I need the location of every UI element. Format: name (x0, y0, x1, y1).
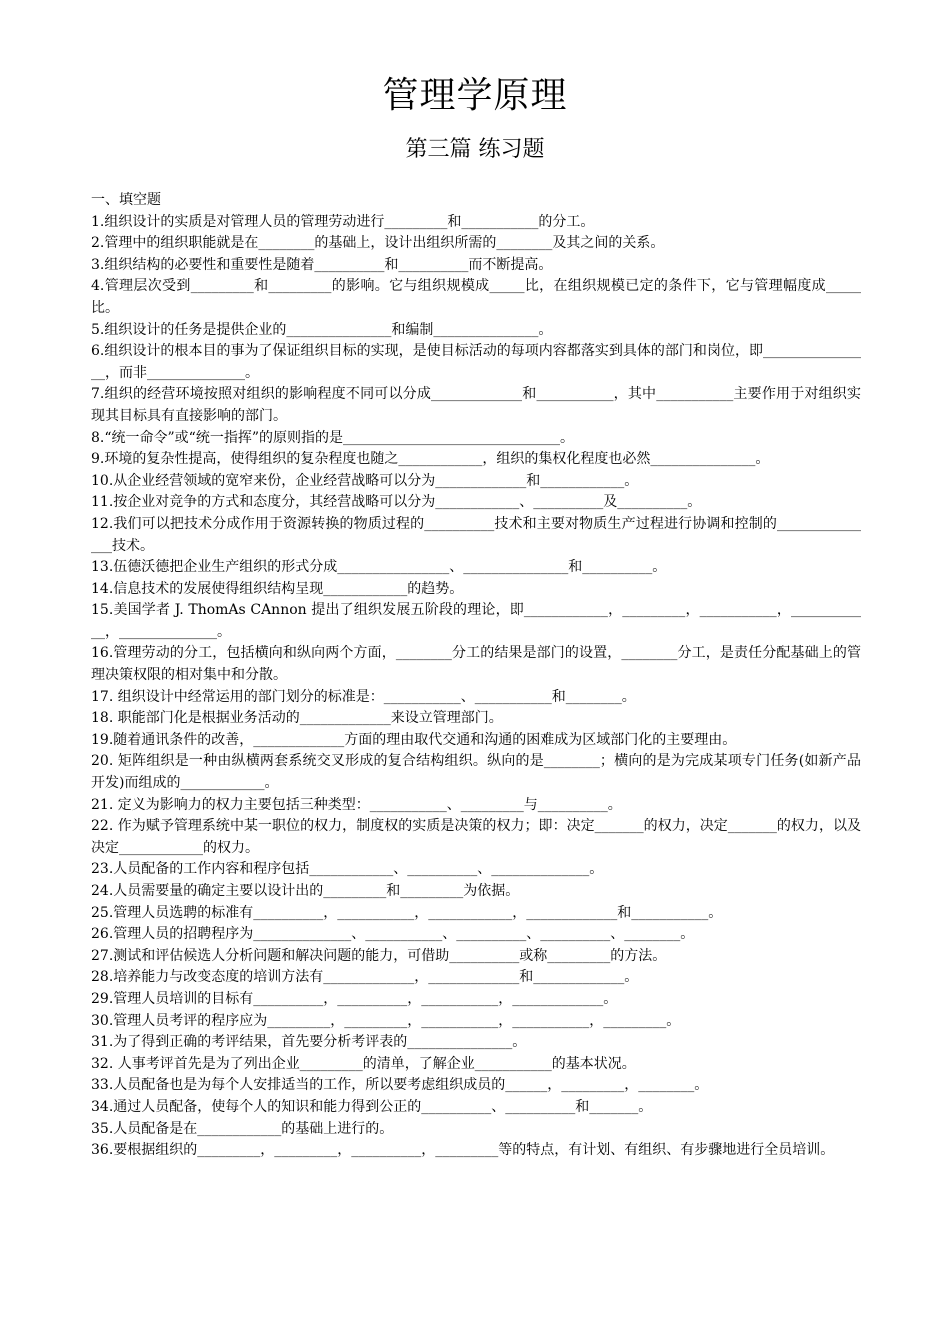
question-16: 16.管理劳动的分工，包括横向和纵向两个方面，________分工的结果是部门的设置，________分工，是责任分配基础上的管理决策权限的相对集中和分散。 (91, 645, 861, 684)
question-19: 19.随着通讯条件的改善，_____________方面的理由取代交通和沟通的困难成为区域部门化的主要理由。 (91, 731, 737, 748)
question-29: 29.管理人员培训的目标有__________，__________，___________，_____________。 (91, 990, 618, 1007)
question-4: 4.管理层次受到_________和_________的影响。它与组织规模成_____比，在组织规模已定的条件下，它与管理幅度成_____比。 (91, 278, 861, 316)
question-12: 12.我们可以把技术分成作用于资源转换的物质过程的__________技术和主要对物质生产过程进行协调和控制的_______________技术。 (91, 515, 861, 554)
question-20: 20. 矩阵组织是一种由纵横两套系统交叉形成的复合结构组织。纵向的是________；横向的是为完成某项专门任务(如新产品开发)而组成的____________。 (91, 753, 861, 792)
question-7: 7.组织的经营环境按照对组织的影响程度不同可以分成_____________和___________，其中___________主要作用于对组织实现其目标具有直接影响的部门。 (91, 386, 861, 424)
question-33: 33.人员配备也是为每个人安排适当的工作，所以要考虑组织成员的______，_________，________。 (91, 1077, 709, 1094)
question-28: 28.培养能力与改变态度的培训方法有_____________，_____________和_____________。 (91, 969, 639, 986)
question-31: 31.为了得到正确的考评结果，首先要分析考评表的_______________。 (91, 1034, 527, 1051)
question-6: 6.组织设计的根本目的事为了保证组织目标的实现，是使目标活动的每项内容都落实到具体的部门和岗位，即________________，而非______________。 (91, 343, 861, 381)
question-22: 22. 作为赋予管理系统中某一职位的权力，制度权的实质是决策的权力；即：决定_______的权力，决定_______的权力，以及决定____________的权力。 (91, 818, 861, 856)
question-10: 10.从企业经营领域的宽窄来份，企业经营战略可以分为_____________和____________。 (91, 472, 639, 489)
question-34: 34.通过人员配备，使每个人的知识和能力得到公正的__________、__________和_______。 (91, 1098, 653, 1115)
question-8: 8.“统一命令”或“统一指挥”的原则指的是_______________________________。 (91, 429, 574, 446)
question-27: 27.测试和评估候选人分析问题和解决问题的能力，可借助__________或称_________的方法。 (91, 947, 667, 964)
page-title: 管理学原理 (382, 75, 568, 116)
question-24: 24.人员需要量的确定主要以设计出的_________和_________为依据。 (91, 883, 520, 899)
exercise-body (91, 190, 861, 1162)
question-23: 23.人员配备的工作内容和程序包括____________、__________、______________。 (91, 861, 604, 878)
question-25: 25.管理人员选聘的标准有__________，___________，____________，_____________和___________。 (91, 904, 723, 921)
question-2: 2.管理中的组织职能就是在________的基础上，设计出组织所需的________及其之间的关系。 (91, 235, 665, 252)
page-subtitle: 第三篇 练习题 (405, 137, 545, 162)
question-13: 13.伍德沃德把企业生产组织的形式分成________________、_______________和__________。 (91, 559, 667, 576)
question-11: 11.按企业对竞争的方式和态度分，其经营战略可以分为____________、__________及__________。 (91, 494, 702, 511)
question-26: 26.管理人员的招聘程序为______________、___________、__________、__________、________。 (91, 926, 695, 943)
question-1: 1.组织设计的实质是对管理人员的管理劳动进行_________和___________的分工。 (91, 213, 595, 230)
question-17: 17. 组织设计中经常运用的部门划分的标准是：___________、___________和________。 (91, 688, 636, 705)
question-14: 14.信息技术的发展使得组织结构呈现____________的趋势。 (91, 580, 464, 597)
question-30: 30.管理人员考评的程序应为_________，_________，___________，___________，_________。 (91, 1012, 681, 1029)
question-15: 15.美国学者 J. ThomAs CAnnon 提出了组织发展五阶段的理论，即____________，_________，___________，____________，______________。 (91, 602, 861, 640)
question-5: 5.组织设计的任务是提供企业的_______________和编制_______________。 (91, 321, 553, 338)
question-3: 3.组织结构的必要性和重要性是随着__________和__________而不断提高。 (91, 256, 553, 273)
question-9: 9.环境的复杂性提高，使得组织的复杂程度也随之____________，组织的集权化程度也必然_______________。 (91, 451, 770, 468)
section-heading: 一、填空题 (91, 192, 161, 208)
question-36: 36.要根据组织的_________，_________，__________，_________等的特点，有计划、有组织、有步骤地进行全员培训。 (91, 1142, 835, 1159)
question-21: 21. 定义为影响力的权力主要包括三种类型：___________、_________与__________。 (91, 796, 622, 813)
question-32: 32. 人事考评首先是为了列出企业_________的清单，了解企业___________的基本状况。 (91, 1055, 636, 1072)
question-35: 35.人员配备是在____________的基础上进行的。 (91, 1120, 394, 1137)
question-18: 18. 职能部门化是根据业务活动的_____________来设立管理部门。 (91, 710, 503, 727)
